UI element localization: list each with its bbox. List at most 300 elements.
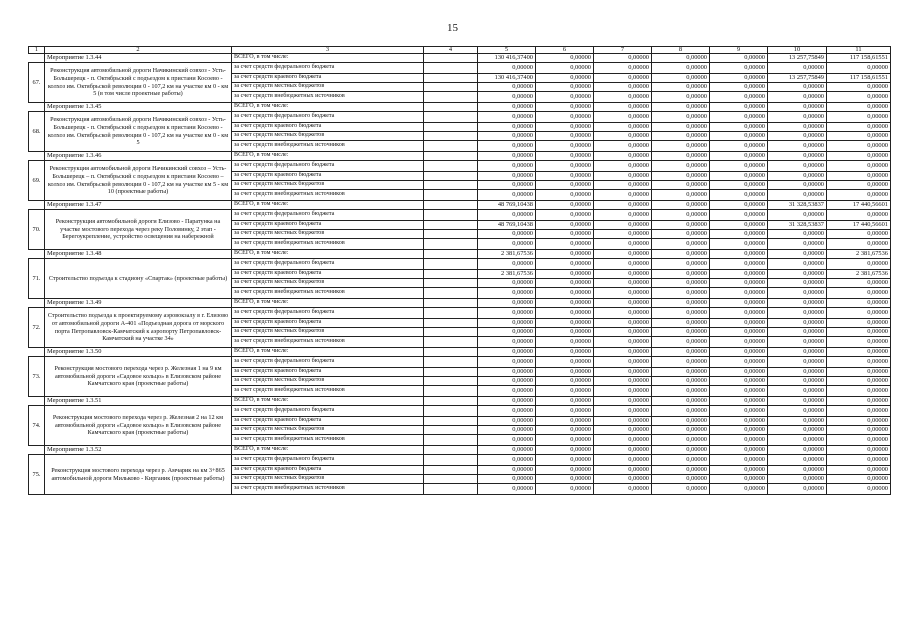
value-cell: 0,00000 [594, 230, 652, 239]
row-number: 72. [29, 308, 45, 348]
value-cell: 0,00000 [594, 112, 652, 123]
measure-row [29, 446, 891, 455]
value-cell: 0,00000 [536, 475, 594, 484]
funding-source-label: за счет средств местных бюджетов [232, 279, 424, 288]
value-cell: 0,00000 [594, 123, 652, 132]
page-number: 15 [447, 22, 458, 34]
value-cell: 0,00000 [652, 230, 710, 239]
funding-source-label: ВСЕГО, в том числе: [232, 54, 424, 63]
funding-source-label: за счет средств местных бюджетов [232, 132, 424, 141]
value-cell: 0,00000 [536, 426, 594, 435]
column-header-row [29, 47, 891, 54]
funding-source-label: за счет средств внебюджетных источников [232, 337, 424, 348]
value-cell: 0,00000 [710, 54, 768, 63]
value-cell: 0,00000 [827, 181, 891, 190]
value-cell: 0,00000 [478, 112, 536, 123]
value-cell: 0,00000 [710, 63, 768, 74]
empty-cell [424, 348, 478, 357]
value-cell: 0,00000 [710, 319, 768, 328]
value-cell: 0,00000 [478, 308, 536, 319]
value-cell: 0,00000 [827, 152, 891, 161]
value-cell: 0,00000 [827, 308, 891, 319]
value-cell: 0,00000 [478, 386, 536, 397]
funding-source-label: за счет средств краевого бюджета [232, 270, 424, 279]
funding-source-label: за счет средств местных бюджетов [232, 426, 424, 435]
value-cell: 0,00000 [536, 406, 594, 417]
measure-label: Мероприятие 1.3.51 [45, 397, 232, 406]
empty-cell [424, 141, 478, 152]
row-number: 68. [29, 112, 45, 152]
value-cell: 0,00000 [768, 259, 827, 270]
value-cell: 0,00000 [768, 308, 827, 319]
measure-row [29, 54, 891, 63]
value-cell: 0,00000 [536, 250, 594, 259]
value-cell: 0,00000 [536, 152, 594, 161]
value-cell: 0,00000 [652, 299, 710, 308]
value-cell: 0,00000 [710, 435, 768, 446]
funding-source-label: за счет средств краевого бюджета [232, 466, 424, 475]
value-cell: 0,00000 [594, 83, 652, 92]
value-cell: 0,00000 [536, 259, 594, 270]
funding-source-label: за счет средств внебюджетных источников [232, 435, 424, 446]
value-cell: 0,00000 [768, 83, 827, 92]
funding-source-label: ВСЕГО, в том числе: [232, 348, 424, 357]
value-cell: 0,00000 [710, 259, 768, 270]
funding-source-label: за счет средств внебюджетных источников [232, 141, 424, 152]
measure-spacer [29, 152, 45, 161]
empty-cell [424, 230, 478, 239]
value-cell: 0,00000 [536, 161, 594, 172]
value-cell: 0,00000 [652, 446, 710, 455]
value-cell: 0,00000 [827, 466, 891, 475]
value-cell: 0,00000 [827, 288, 891, 299]
value-cell: 0,00000 [536, 181, 594, 190]
measure-row [29, 397, 891, 406]
measure-label: Мероприятие 1.3.45 [45, 103, 232, 112]
value-cell: 0,00000 [536, 83, 594, 92]
value-cell: 0,00000 [710, 161, 768, 172]
empty-cell [424, 435, 478, 446]
column-header: 6 [536, 47, 594, 54]
value-cell: 0,00000 [536, 221, 594, 230]
funding-source-label: ВСЕГО, в том числе: [232, 446, 424, 455]
measure-description: Реконструкция автомобильной дороги Начикинский совхоз - Усть-Большерецк - п. Октябрьский с подъездом к пристани Косоево - колхоз им. Октябрьской революции 0 - 107,2 км на участке км 0 - км 5 [45, 112, 232, 152]
value-cell: 0,00000 [536, 435, 594, 446]
measure-spacer [29, 348, 45, 357]
value-cell: 0,00000 [827, 319, 891, 328]
empty-cell [424, 319, 478, 328]
value-cell: 130 416,37400 [478, 74, 536, 83]
value-cell: 0,00000 [710, 475, 768, 484]
value-cell: 0,00000 [478, 319, 536, 328]
value-cell: 0,00000 [594, 446, 652, 455]
value-cell: 0,00000 [536, 348, 594, 357]
funding-source-label: за счет средств краевого бюджета [232, 417, 424, 426]
value-cell: 0,00000 [594, 172, 652, 181]
funding-row [29, 308, 891, 319]
value-cell: 0,00000 [652, 63, 710, 74]
funding-source-label: за счет средств местных бюджетов [232, 83, 424, 92]
budget-table [28, 46, 891, 495]
value-cell: 0,00000 [768, 123, 827, 132]
funding-source-label: за счет средств федерального бюджета [232, 161, 424, 172]
column-header: 4 [424, 47, 478, 54]
value-cell: 0,00000 [710, 446, 768, 455]
value-cell: 0,00000 [827, 406, 891, 417]
value-cell: 0,00000 [710, 181, 768, 190]
funding-source-label: за счет средств федерального бюджета [232, 357, 424, 368]
value-cell: 0,00000 [827, 446, 891, 455]
value-cell: 0,00000 [536, 368, 594, 377]
value-cell: 0,00000 [768, 299, 827, 308]
value-cell: 0,00000 [594, 74, 652, 83]
measure-spacer [29, 446, 45, 455]
value-cell: 0,00000 [768, 357, 827, 368]
value-cell: 0,00000 [710, 92, 768, 103]
value-cell: 0,00000 [768, 319, 827, 328]
value-cell: 48 769,10438 [478, 221, 536, 230]
value-cell: 0,00000 [710, 377, 768, 386]
value-cell: 0,00000 [710, 230, 768, 239]
funding-row [29, 259, 891, 270]
funding-source-label: за счет средств внебюджетных источников [232, 239, 424, 250]
value-cell: 17 440,56601 [827, 221, 891, 230]
value-cell: 0,00000 [478, 210, 536, 221]
value-cell: 0,00000 [536, 484, 594, 495]
empty-cell [424, 83, 478, 92]
value-cell: 0,00000 [652, 319, 710, 328]
value-cell: 0,00000 [594, 288, 652, 299]
value-cell: 0,00000 [768, 466, 827, 475]
funding-row [29, 63, 891, 74]
value-cell: 0,00000 [827, 484, 891, 495]
value-cell: 0,00000 [768, 152, 827, 161]
empty-cell [424, 368, 478, 377]
value-cell: 0,00000 [827, 259, 891, 270]
value-cell: 0,00000 [827, 239, 891, 250]
value-cell: 0,00000 [478, 417, 536, 426]
empty-cell [424, 406, 478, 417]
empty-cell [424, 328, 478, 337]
value-cell: 0,00000 [478, 435, 536, 446]
value-cell: 0,00000 [768, 92, 827, 103]
empty-cell [424, 308, 478, 319]
value-cell: 0,00000 [478, 92, 536, 103]
value-cell: 0,00000 [594, 250, 652, 259]
value-cell: 0,00000 [652, 83, 710, 92]
value-cell: 0,00000 [478, 426, 536, 435]
measure-label: Мероприятие 1.3.46 [45, 152, 232, 161]
measure-row [29, 348, 891, 357]
empty-cell [424, 92, 478, 103]
value-cell: 31 328,53837 [768, 201, 827, 210]
empty-cell [424, 74, 478, 83]
value-cell: 0,00000 [768, 239, 827, 250]
funding-row [29, 357, 891, 368]
value-cell: 0,00000 [768, 435, 827, 446]
measure-spacer [29, 397, 45, 406]
value-cell: 0,00000 [710, 348, 768, 357]
value-cell: 0,00000 [710, 368, 768, 377]
measure-spacer [29, 103, 45, 112]
value-cell: 0,00000 [536, 132, 594, 141]
empty-cell [424, 190, 478, 201]
value-cell: 0,00000 [536, 328, 594, 337]
funding-source-label: за счет средств федерального бюджета [232, 210, 424, 221]
value-cell: 0,00000 [594, 328, 652, 337]
value-cell: 0,00000 [594, 455, 652, 466]
measure-spacer [29, 250, 45, 259]
measure-label: Мероприятие 1.3.48 [45, 250, 232, 259]
measure-label: Мероприятие 1.3.49 [45, 299, 232, 308]
value-cell: 0,00000 [652, 397, 710, 406]
value-cell: 0,00000 [478, 397, 536, 406]
value-cell: 0,00000 [478, 377, 536, 386]
value-cell: 0,00000 [652, 426, 710, 435]
funding-source-label: ВСЕГО, в том числе: [232, 201, 424, 210]
value-cell: 0,00000 [710, 103, 768, 112]
value-cell: 0,00000 [827, 92, 891, 103]
value-cell: 0,00000 [652, 466, 710, 475]
value-cell: 0,00000 [827, 475, 891, 484]
value-cell: 0,00000 [827, 426, 891, 435]
column-header: 8 [652, 47, 710, 54]
measure-spacer [29, 54, 45, 63]
value-cell: 0,00000 [536, 466, 594, 475]
value-cell: 0,00000 [478, 132, 536, 141]
funding-source-label: за счет средств местных бюджетов [232, 230, 424, 239]
value-cell: 0,00000 [536, 92, 594, 103]
value-cell: 0,00000 [768, 446, 827, 455]
value-cell: 0,00000 [768, 279, 827, 288]
value-cell: 0,00000 [710, 141, 768, 152]
value-cell: 0,00000 [536, 299, 594, 308]
empty-cell [424, 181, 478, 190]
column-header: 7 [594, 47, 652, 54]
measure-row [29, 299, 891, 308]
value-cell: 0,00000 [827, 132, 891, 141]
column-header: 1 [29, 47, 45, 54]
value-cell: 0,00000 [536, 377, 594, 386]
measure-description: Реконструкция мостового перехода через р. Железная 1 на 9 км автомобильной дороги «Садовое кольцо» в Елизовском районе Камчатского края (проектные работы) [45, 357, 232, 397]
empty-cell [424, 337, 478, 348]
value-cell: 0,00000 [478, 83, 536, 92]
value-cell: 0,00000 [478, 466, 536, 475]
value-cell: 0,00000 [652, 221, 710, 230]
value-cell: 0,00000 [594, 141, 652, 152]
value-cell: 0,00000 [710, 397, 768, 406]
value-cell: 0,00000 [768, 386, 827, 397]
value-cell: 0,00000 [536, 63, 594, 74]
value-cell: 0,00000 [594, 190, 652, 201]
value-cell: 0,00000 [768, 210, 827, 221]
measure-row [29, 152, 891, 161]
row-number: 67. [29, 63, 45, 103]
funding-source-label: за счет средств федерального бюджета [232, 63, 424, 74]
value-cell: 0,00000 [652, 417, 710, 426]
value-cell: 0,00000 [710, 337, 768, 348]
column-header: 10 [768, 47, 827, 54]
empty-cell [424, 386, 478, 397]
value-cell: 0,00000 [478, 259, 536, 270]
value-cell: 0,00000 [827, 299, 891, 308]
value-cell: 0,00000 [652, 357, 710, 368]
value-cell: 0,00000 [710, 112, 768, 123]
value-cell: 0,00000 [536, 74, 594, 83]
value-cell: 0,00000 [768, 230, 827, 239]
value-cell: 0,00000 [594, 54, 652, 63]
measure-label: Мероприятие 1.3.47 [45, 201, 232, 210]
value-cell: 0,00000 [478, 123, 536, 132]
funding-source-label: за счет средств местных бюджетов [232, 181, 424, 190]
value-cell: 0,00000 [536, 210, 594, 221]
value-cell: 0,00000 [594, 239, 652, 250]
value-cell: 0,00000 [710, 250, 768, 259]
funding-row [29, 112, 891, 123]
value-cell: 0,00000 [594, 279, 652, 288]
value-cell: 0,00000 [652, 270, 710, 279]
empty-cell [424, 103, 478, 112]
measure-label: Мероприятие 1.3.44 [45, 54, 232, 63]
value-cell: 0,00000 [478, 181, 536, 190]
value-cell: 0,00000 [536, 230, 594, 239]
value-cell: 0,00000 [594, 103, 652, 112]
empty-cell [424, 455, 478, 466]
empty-cell [424, 270, 478, 279]
empty-cell [424, 279, 478, 288]
value-cell: 2 381,67536 [827, 250, 891, 259]
value-cell: 0,00000 [652, 74, 710, 83]
value-cell: 0,00000 [652, 250, 710, 259]
value-cell: 0,00000 [594, 337, 652, 348]
value-cell: 0,00000 [768, 368, 827, 377]
funding-source-label: за счет средств краевого бюджета [232, 74, 424, 83]
value-cell: 0,00000 [652, 172, 710, 181]
value-cell: 0,00000 [827, 377, 891, 386]
funding-source-label: за счет средств внебюджетных источников [232, 288, 424, 299]
value-cell: 0,00000 [652, 435, 710, 446]
value-cell: 0,00000 [594, 63, 652, 74]
funding-source-label: за счет средств федерального бюджета [232, 455, 424, 466]
value-cell: 0,00000 [652, 377, 710, 386]
value-cell: 0,00000 [710, 74, 768, 83]
value-cell: 0,00000 [478, 368, 536, 377]
value-cell: 0,00000 [827, 112, 891, 123]
value-cell: 0,00000 [827, 397, 891, 406]
value-cell: 0,00000 [536, 357, 594, 368]
value-cell: 0,00000 [536, 308, 594, 319]
value-cell: 0,00000 [652, 190, 710, 201]
value-cell: 0,00000 [594, 368, 652, 377]
measure-description: Реконструкция автомобильной дороги Начикинский совхоз - Усть-Большерецк - п. Октябрьский с подъездом к пристани Косоево - колхоз им. Октябрьской революции 0 - 107,2 км на участке км 0 - км 5 (в том числе проектные работы) [45, 63, 232, 103]
empty-cell [424, 426, 478, 435]
empty-cell [424, 152, 478, 161]
empty-cell [424, 63, 478, 74]
row-number: 70. [29, 210, 45, 250]
value-cell: 0,00000 [536, 386, 594, 397]
value-cell: 0,00000 [594, 475, 652, 484]
value-cell: 0,00000 [768, 288, 827, 299]
value-cell: 0,00000 [827, 83, 891, 92]
value-cell: 0,00000 [768, 377, 827, 386]
measure-label: Мероприятие 1.3.52 [45, 446, 232, 455]
value-cell: 0,00000 [652, 348, 710, 357]
empty-cell [424, 201, 478, 210]
funding-source-label: за счет средств федерального бюджета [232, 406, 424, 417]
value-cell: 0,00000 [478, 152, 536, 161]
value-cell: 0,00000 [536, 54, 594, 63]
column-header: 5 [478, 47, 536, 54]
value-cell: 0,00000 [652, 152, 710, 161]
funding-source-label: за счет средств местных бюджетов [232, 328, 424, 337]
value-cell: 117 158,61551 [827, 74, 891, 83]
value-cell: 0,00000 [710, 466, 768, 475]
value-cell: 0,00000 [594, 426, 652, 435]
value-cell: 0,00000 [536, 172, 594, 181]
value-cell: 0,00000 [710, 357, 768, 368]
value-cell: 0,00000 [536, 288, 594, 299]
value-cell: 0,00000 [594, 406, 652, 417]
value-cell: 0,00000 [827, 386, 891, 397]
value-cell: 0,00000 [710, 172, 768, 181]
value-cell: 13 257,75849 [768, 54, 827, 63]
measure-description: Реконструкция мостового перехода через р. Амчарик на км 3+865 автомобильной дороги Мильково - Киргаиик (проектные работы) [45, 455, 232, 495]
funding-source-label: за счет средств краевого бюджета [232, 172, 424, 181]
row-number: 73. [29, 357, 45, 397]
value-cell: 0,00000 [536, 201, 594, 210]
empty-cell [424, 475, 478, 484]
value-cell: 0,00000 [710, 406, 768, 417]
value-cell: 0,00000 [652, 386, 710, 397]
value-cell: 0,00000 [594, 152, 652, 161]
value-cell: 0,00000 [768, 270, 827, 279]
value-cell: 0,00000 [827, 172, 891, 181]
value-cell: 0,00000 [710, 83, 768, 92]
value-cell: 0,00000 [536, 239, 594, 250]
funding-row [29, 406, 891, 417]
empty-cell [424, 132, 478, 141]
value-cell: 0,00000 [478, 475, 536, 484]
empty-cell [424, 299, 478, 308]
funding-source-label: за счет средств внебюджетных источников [232, 190, 424, 201]
value-cell: 0,00000 [594, 386, 652, 397]
value-cell: 0,00000 [536, 141, 594, 152]
value-cell: 0,00000 [710, 201, 768, 210]
value-cell: 0,00000 [827, 357, 891, 368]
value-cell: 0,00000 [478, 141, 536, 152]
value-cell: 0,00000 [594, 201, 652, 210]
value-cell: 0,00000 [827, 417, 891, 426]
value-cell: 0,00000 [594, 417, 652, 426]
value-cell: 0,00000 [710, 279, 768, 288]
value-cell: 0,00000 [594, 259, 652, 270]
value-cell: 0,00000 [594, 466, 652, 475]
funding-source-label: за счет средств краевого бюджета [232, 123, 424, 132]
value-cell: 31 328,53837 [768, 221, 827, 230]
value-cell: 0,00000 [768, 455, 827, 466]
value-cell: 0,00000 [827, 348, 891, 357]
row-number: 75. [29, 455, 45, 495]
value-cell: 0,00000 [827, 230, 891, 239]
value-cell: 2 381,67536 [827, 270, 891, 279]
value-cell: 0,00000 [536, 123, 594, 132]
value-cell: 0,00000 [710, 299, 768, 308]
empty-cell [424, 161, 478, 172]
value-cell: 0,00000 [827, 279, 891, 288]
value-cell: 0,00000 [536, 279, 594, 288]
value-cell: 0,00000 [594, 308, 652, 319]
value-cell: 0,00000 [827, 337, 891, 348]
